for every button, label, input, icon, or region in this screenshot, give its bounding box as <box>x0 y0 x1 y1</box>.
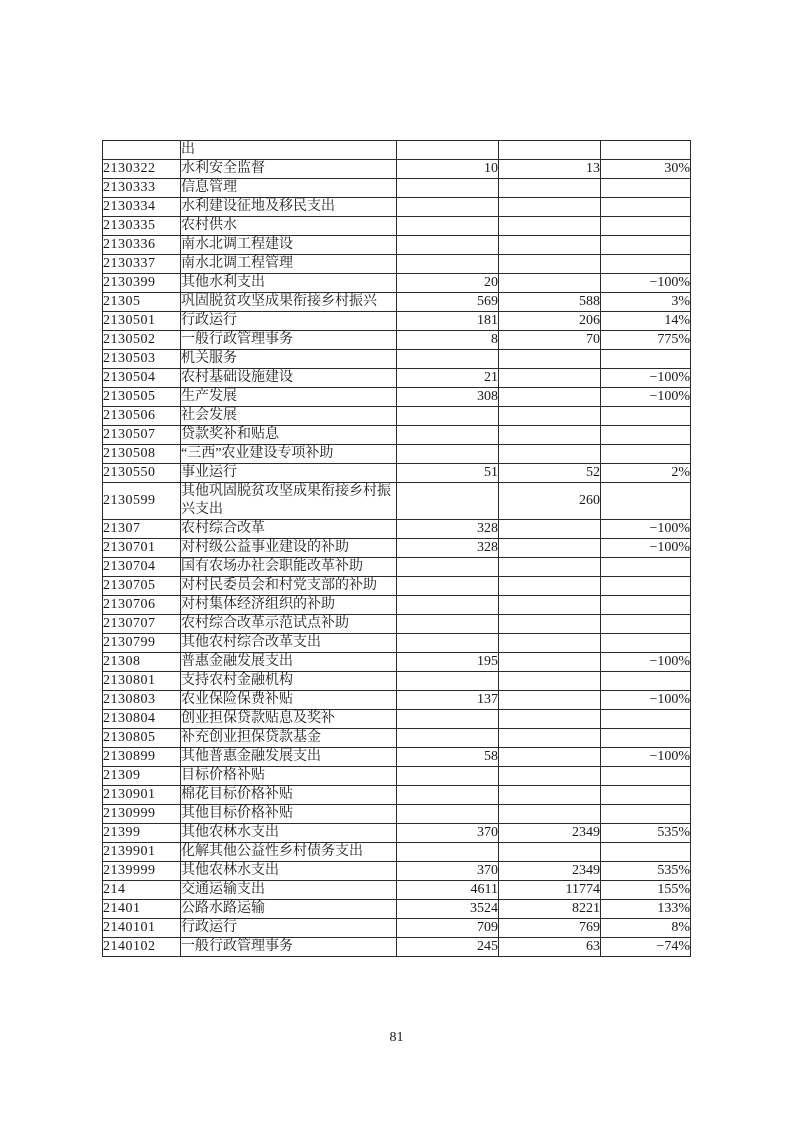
table-row <box>103 805 691 824</box>
table-row <box>103 445 691 464</box>
value2-cell <box>499 615 601 634</box>
value2-cell <box>499 805 601 824</box>
table-row <box>103 179 691 198</box>
table-row <box>103 862 691 881</box>
code-cell: 2130550 <box>103 464 181 483</box>
value1-cell <box>397 843 499 862</box>
table-row <box>103 388 691 407</box>
percent-cell <box>601 236 691 255</box>
percent-cell <box>601 350 691 369</box>
name-cell: 农村供水 <box>181 217 397 236</box>
value1-cell <box>397 672 499 691</box>
value1-cell <box>397 634 499 653</box>
table-row <box>103 520 691 539</box>
value2-cell <box>499 710 601 729</box>
table-row <box>103 672 691 691</box>
value2-cell <box>499 653 601 672</box>
table-row <box>103 748 691 767</box>
name-cell: 出 <box>181 141 397 160</box>
value2-cell <box>499 255 601 274</box>
percent-cell <box>601 255 691 274</box>
name-cell: 对村民委员会和村党支部的补助 <box>181 577 397 596</box>
value1-cell: 181 <box>397 312 499 331</box>
name-cell: 农村综合改革示范试点补助 <box>181 615 397 634</box>
percent-cell: 133% <box>601 900 691 919</box>
table-row <box>103 236 691 255</box>
table-row <box>103 558 691 577</box>
name-cell: 水利建设征地及移民支出 <box>181 198 397 217</box>
name-cell: 目标价格补贴 <box>181 767 397 786</box>
table-row <box>103 824 691 843</box>
value2-cell <box>499 388 601 407</box>
name-cell: 南水北调工程管理 <box>181 255 397 274</box>
value2-cell <box>499 426 601 445</box>
value2-cell: 2349 <box>499 862 601 881</box>
percent-cell: −100% <box>601 369 691 388</box>
table-row <box>103 919 691 938</box>
value2-cell <box>499 407 601 426</box>
value1-cell: 58 <box>397 748 499 767</box>
value1-cell <box>397 445 499 464</box>
table-row <box>103 577 691 596</box>
value1-cell <box>397 407 499 426</box>
table-row <box>103 331 691 350</box>
code-cell: 2130707 <box>103 615 181 634</box>
code-cell: 2140102 <box>103 938 181 957</box>
percent-cell: 535% <box>601 824 691 843</box>
code-cell: 2130599 <box>103 483 181 520</box>
value2-cell <box>499 672 601 691</box>
table-row <box>103 274 691 293</box>
table-row <box>103 407 691 426</box>
value1-cell <box>397 558 499 577</box>
name-cell: 南水北调工程建设 <box>181 236 397 255</box>
percent-cell: 535% <box>601 862 691 881</box>
code-cell: 21305 <box>103 293 181 312</box>
code-cell: 2130799 <box>103 634 181 653</box>
code-cell: 21399 <box>103 824 181 843</box>
code-cell: 2130701 <box>103 539 181 558</box>
value2-cell <box>499 843 601 862</box>
value2-cell <box>499 236 601 255</box>
value2-cell <box>499 198 601 217</box>
name-cell: 事业运行 <box>181 464 397 483</box>
percent-cell <box>601 843 691 862</box>
value1-cell <box>397 179 499 198</box>
table-row <box>103 198 691 217</box>
value1-cell <box>397 729 499 748</box>
value2-cell <box>499 369 601 388</box>
value2-cell: 70 <box>499 331 601 350</box>
name-cell: 化解其他公益性乡村债务支出 <box>181 843 397 862</box>
percent-cell: −74% <box>601 938 691 957</box>
name-cell: 对村级公益事业建设的补助 <box>181 539 397 558</box>
page-number: 81 <box>389 1030 404 1045</box>
percent-cell <box>601 217 691 236</box>
code-cell: 2130506 <box>103 407 181 426</box>
table-row <box>103 881 691 900</box>
table-row <box>103 293 691 312</box>
value2-cell: 13 <box>499 160 601 179</box>
name-cell: 行政运行 <box>181 919 397 938</box>
table-row <box>103 160 691 179</box>
percent-cell <box>601 577 691 596</box>
value1-cell <box>397 236 499 255</box>
table-row <box>103 596 691 615</box>
percent-cell: 2% <box>601 464 691 483</box>
name-cell: 创业担保贷款贴息及奖补 <box>181 710 397 729</box>
value2-cell: 769 <box>499 919 601 938</box>
value1-cell <box>397 710 499 729</box>
code-cell: 2130804 <box>103 710 181 729</box>
percent-cell: 155% <box>601 881 691 900</box>
value2-cell <box>499 634 601 653</box>
value1-cell <box>397 217 499 236</box>
value2-cell <box>499 274 601 293</box>
value2-cell: 206 <box>499 312 601 331</box>
percent-cell: −100% <box>601 691 691 710</box>
percent-cell <box>601 426 691 445</box>
table-row <box>103 141 691 160</box>
code-cell: 2130501 <box>103 312 181 331</box>
value2-cell <box>499 577 601 596</box>
percent-cell <box>601 596 691 615</box>
code-cell: 2130503 <box>103 350 181 369</box>
percent-cell <box>601 483 691 520</box>
percent-cell: −100% <box>601 748 691 767</box>
name-cell: 一般行政管理事务 <box>181 938 397 957</box>
percent-cell <box>601 558 691 577</box>
table-row <box>103 217 691 236</box>
value1-cell: 4611 <box>397 881 499 900</box>
value2-cell: 2349 <box>499 824 601 843</box>
table-row <box>103 767 691 786</box>
code-cell: 2130336 <box>103 236 181 255</box>
code-cell: 2130803 <box>103 691 181 710</box>
percent-cell: 14% <box>601 312 691 331</box>
value2-cell <box>499 445 601 464</box>
value1-cell <box>397 350 499 369</box>
value1-cell: 137 <box>397 691 499 710</box>
name-cell: 农村综合改革 <box>181 520 397 539</box>
table-row <box>103 350 691 369</box>
value2-cell: 588 <box>499 293 601 312</box>
code-cell: 2139901 <box>103 843 181 862</box>
code-cell: 2130504 <box>103 369 181 388</box>
value1-cell: 370 <box>397 862 499 881</box>
code-cell: 2130508 <box>103 445 181 464</box>
value1-cell: 308 <box>397 388 499 407</box>
table-row <box>103 634 691 653</box>
code-cell: 2130704 <box>103 558 181 577</box>
code-cell: 2130705 <box>103 577 181 596</box>
value2-cell <box>499 786 601 805</box>
code-cell: 21307 <box>103 520 181 539</box>
code-cell: 2130901 <box>103 786 181 805</box>
name-cell: 生产发展 <box>181 388 397 407</box>
percent-cell: −100% <box>601 539 691 558</box>
table-row <box>103 900 691 919</box>
value1-cell <box>397 596 499 615</box>
value1-cell <box>397 255 499 274</box>
percent-cell <box>601 179 691 198</box>
value2-cell <box>499 767 601 786</box>
value2-cell: 11774 <box>499 881 601 900</box>
code-cell: 2130502 <box>103 331 181 350</box>
percent-cell <box>601 445 691 464</box>
value1-cell <box>397 786 499 805</box>
name-cell: 补充创业担保贷款基金 <box>181 729 397 748</box>
value2-cell <box>499 558 601 577</box>
code-cell: 2130334 <box>103 198 181 217</box>
name-cell: 社会发展 <box>181 407 397 426</box>
budget-table <box>102 140 691 957</box>
table-row <box>103 843 691 862</box>
value2-cell: 52 <box>499 464 601 483</box>
code-cell: 2130706 <box>103 596 181 615</box>
name-cell: 贷款奖补和贴息 <box>181 426 397 445</box>
code-cell: 2130335 <box>103 217 181 236</box>
name-cell: 其他农林水支出 <box>181 824 397 843</box>
value1-cell: 709 <box>397 919 499 938</box>
table-row <box>103 615 691 634</box>
code-cell: 2130801 <box>103 672 181 691</box>
value2-cell <box>499 729 601 748</box>
name-cell: 其他普惠金融发展支出 <box>181 748 397 767</box>
percent-cell: −100% <box>601 520 691 539</box>
table-row <box>103 691 691 710</box>
percent-cell: 30% <box>601 160 691 179</box>
value1-cell <box>397 805 499 824</box>
name-cell: 支持农村金融机构 <box>181 672 397 691</box>
name-cell: 对村集体经济组织的补助 <box>181 596 397 615</box>
table-row <box>103 729 691 748</box>
value1-cell: 20 <box>397 274 499 293</box>
name-cell: 行政运行 <box>181 312 397 331</box>
value1-cell: 8 <box>397 331 499 350</box>
value1-cell: 245 <box>397 938 499 957</box>
name-cell: 国有农场办社会职能改革补助 <box>181 558 397 577</box>
value1-cell: 51 <box>397 464 499 483</box>
value2-cell <box>499 179 601 198</box>
name-cell: 水利安全监督 <box>181 160 397 179</box>
code-cell: 21401 <box>103 900 181 919</box>
percent-cell: −100% <box>601 653 691 672</box>
percent-cell: 775% <box>601 331 691 350</box>
value1-cell: 3524 <box>397 900 499 919</box>
name-cell: 巩固脱贫攻坚成果衔接乡村振兴 <box>181 293 397 312</box>
value1-cell: 21 <box>397 369 499 388</box>
value2-cell <box>499 539 601 558</box>
percent-cell <box>601 767 691 786</box>
value1-cell: 328 <box>397 520 499 539</box>
name-cell: 农业保险保费补贴 <box>181 691 397 710</box>
table-row <box>103 255 691 274</box>
percent-cell: 3% <box>601 293 691 312</box>
code-cell: 21309 <box>103 767 181 786</box>
name-cell: 其他农林水支出 <box>181 862 397 881</box>
name-cell: 其他巩固脱贫攻坚成果衔接乡村振兴支出 <box>181 483 397 520</box>
value1-cell: 195 <box>397 653 499 672</box>
value2-cell: 8221 <box>499 900 601 919</box>
value2-cell <box>499 748 601 767</box>
code-cell: 2130899 <box>103 748 181 767</box>
code-cell: 2130337 <box>103 255 181 274</box>
table-row <box>103 426 691 445</box>
code-cell: 214 <box>103 881 181 900</box>
name-cell: 交通运输支出 <box>181 881 397 900</box>
value1-cell: 328 <box>397 539 499 558</box>
code-cell: 2130399 <box>103 274 181 293</box>
percent-cell <box>601 615 691 634</box>
value1-cell <box>397 483 499 520</box>
percent-cell: −100% <box>601 388 691 407</box>
name-cell: 机关服务 <box>181 350 397 369</box>
table-row <box>103 483 691 520</box>
name-cell: 农村基础设施建设 <box>181 369 397 388</box>
percent-cell <box>601 634 691 653</box>
name-cell: 普惠金融发展支出 <box>181 653 397 672</box>
code-cell: 2140101 <box>103 919 181 938</box>
value1-cell <box>397 577 499 596</box>
value1-cell <box>397 141 499 160</box>
percent-cell <box>601 710 691 729</box>
name-cell: 一般行政管理事务 <box>181 331 397 350</box>
name-cell: 公路水路运输 <box>181 900 397 919</box>
code-cell: 2130999 <box>103 805 181 824</box>
table-row <box>103 464 691 483</box>
code-cell: 21308 <box>103 653 181 672</box>
name-cell: 其他农村综合改革支出 <box>181 634 397 653</box>
budget-table-body <box>103 141 691 957</box>
percent-cell <box>601 786 691 805</box>
code-cell: 2130333 <box>103 179 181 198</box>
value1-cell <box>397 615 499 634</box>
code-cell: 2139999 <box>103 862 181 881</box>
percent-cell <box>601 407 691 426</box>
table-row <box>103 786 691 805</box>
value2-cell <box>499 691 601 710</box>
name-cell: 棉花目标价格补贴 <box>181 786 397 805</box>
percent-cell: −100% <box>601 274 691 293</box>
percent-cell: 8% <box>601 919 691 938</box>
table-row <box>103 312 691 331</box>
percent-cell <box>601 805 691 824</box>
value1-cell <box>397 198 499 217</box>
percent-cell <box>601 198 691 217</box>
table-row <box>103 369 691 388</box>
percent-cell <box>601 672 691 691</box>
table-row <box>103 938 691 957</box>
value2-cell <box>499 217 601 236</box>
code-cell: 2130505 <box>103 388 181 407</box>
code-cell: 2130322 <box>103 160 181 179</box>
name-cell: “三西”农业建设专项补助 <box>181 445 397 464</box>
value1-cell: 10 <box>397 160 499 179</box>
value2-cell: 260 <box>499 483 601 520</box>
code-cell: 2130805 <box>103 729 181 748</box>
percent-cell <box>601 141 691 160</box>
value2-cell: 63 <box>499 938 601 957</box>
code-cell <box>103 141 181 160</box>
name-cell: 信息管理 <box>181 179 397 198</box>
value2-cell <box>499 350 601 369</box>
value2-cell <box>499 596 601 615</box>
table-row <box>103 710 691 729</box>
name-cell: 其他水利支出 <box>181 274 397 293</box>
value2-cell <box>499 520 601 539</box>
value1-cell <box>397 426 499 445</box>
code-cell: 2130507 <box>103 426 181 445</box>
table-row <box>103 653 691 672</box>
name-cell: 其他目标价格补贴 <box>181 805 397 824</box>
value1-cell <box>397 767 499 786</box>
value1-cell: 370 <box>397 824 499 843</box>
table-row <box>103 539 691 558</box>
percent-cell <box>601 729 691 748</box>
value1-cell: 569 <box>397 293 499 312</box>
value2-cell <box>499 141 601 160</box>
